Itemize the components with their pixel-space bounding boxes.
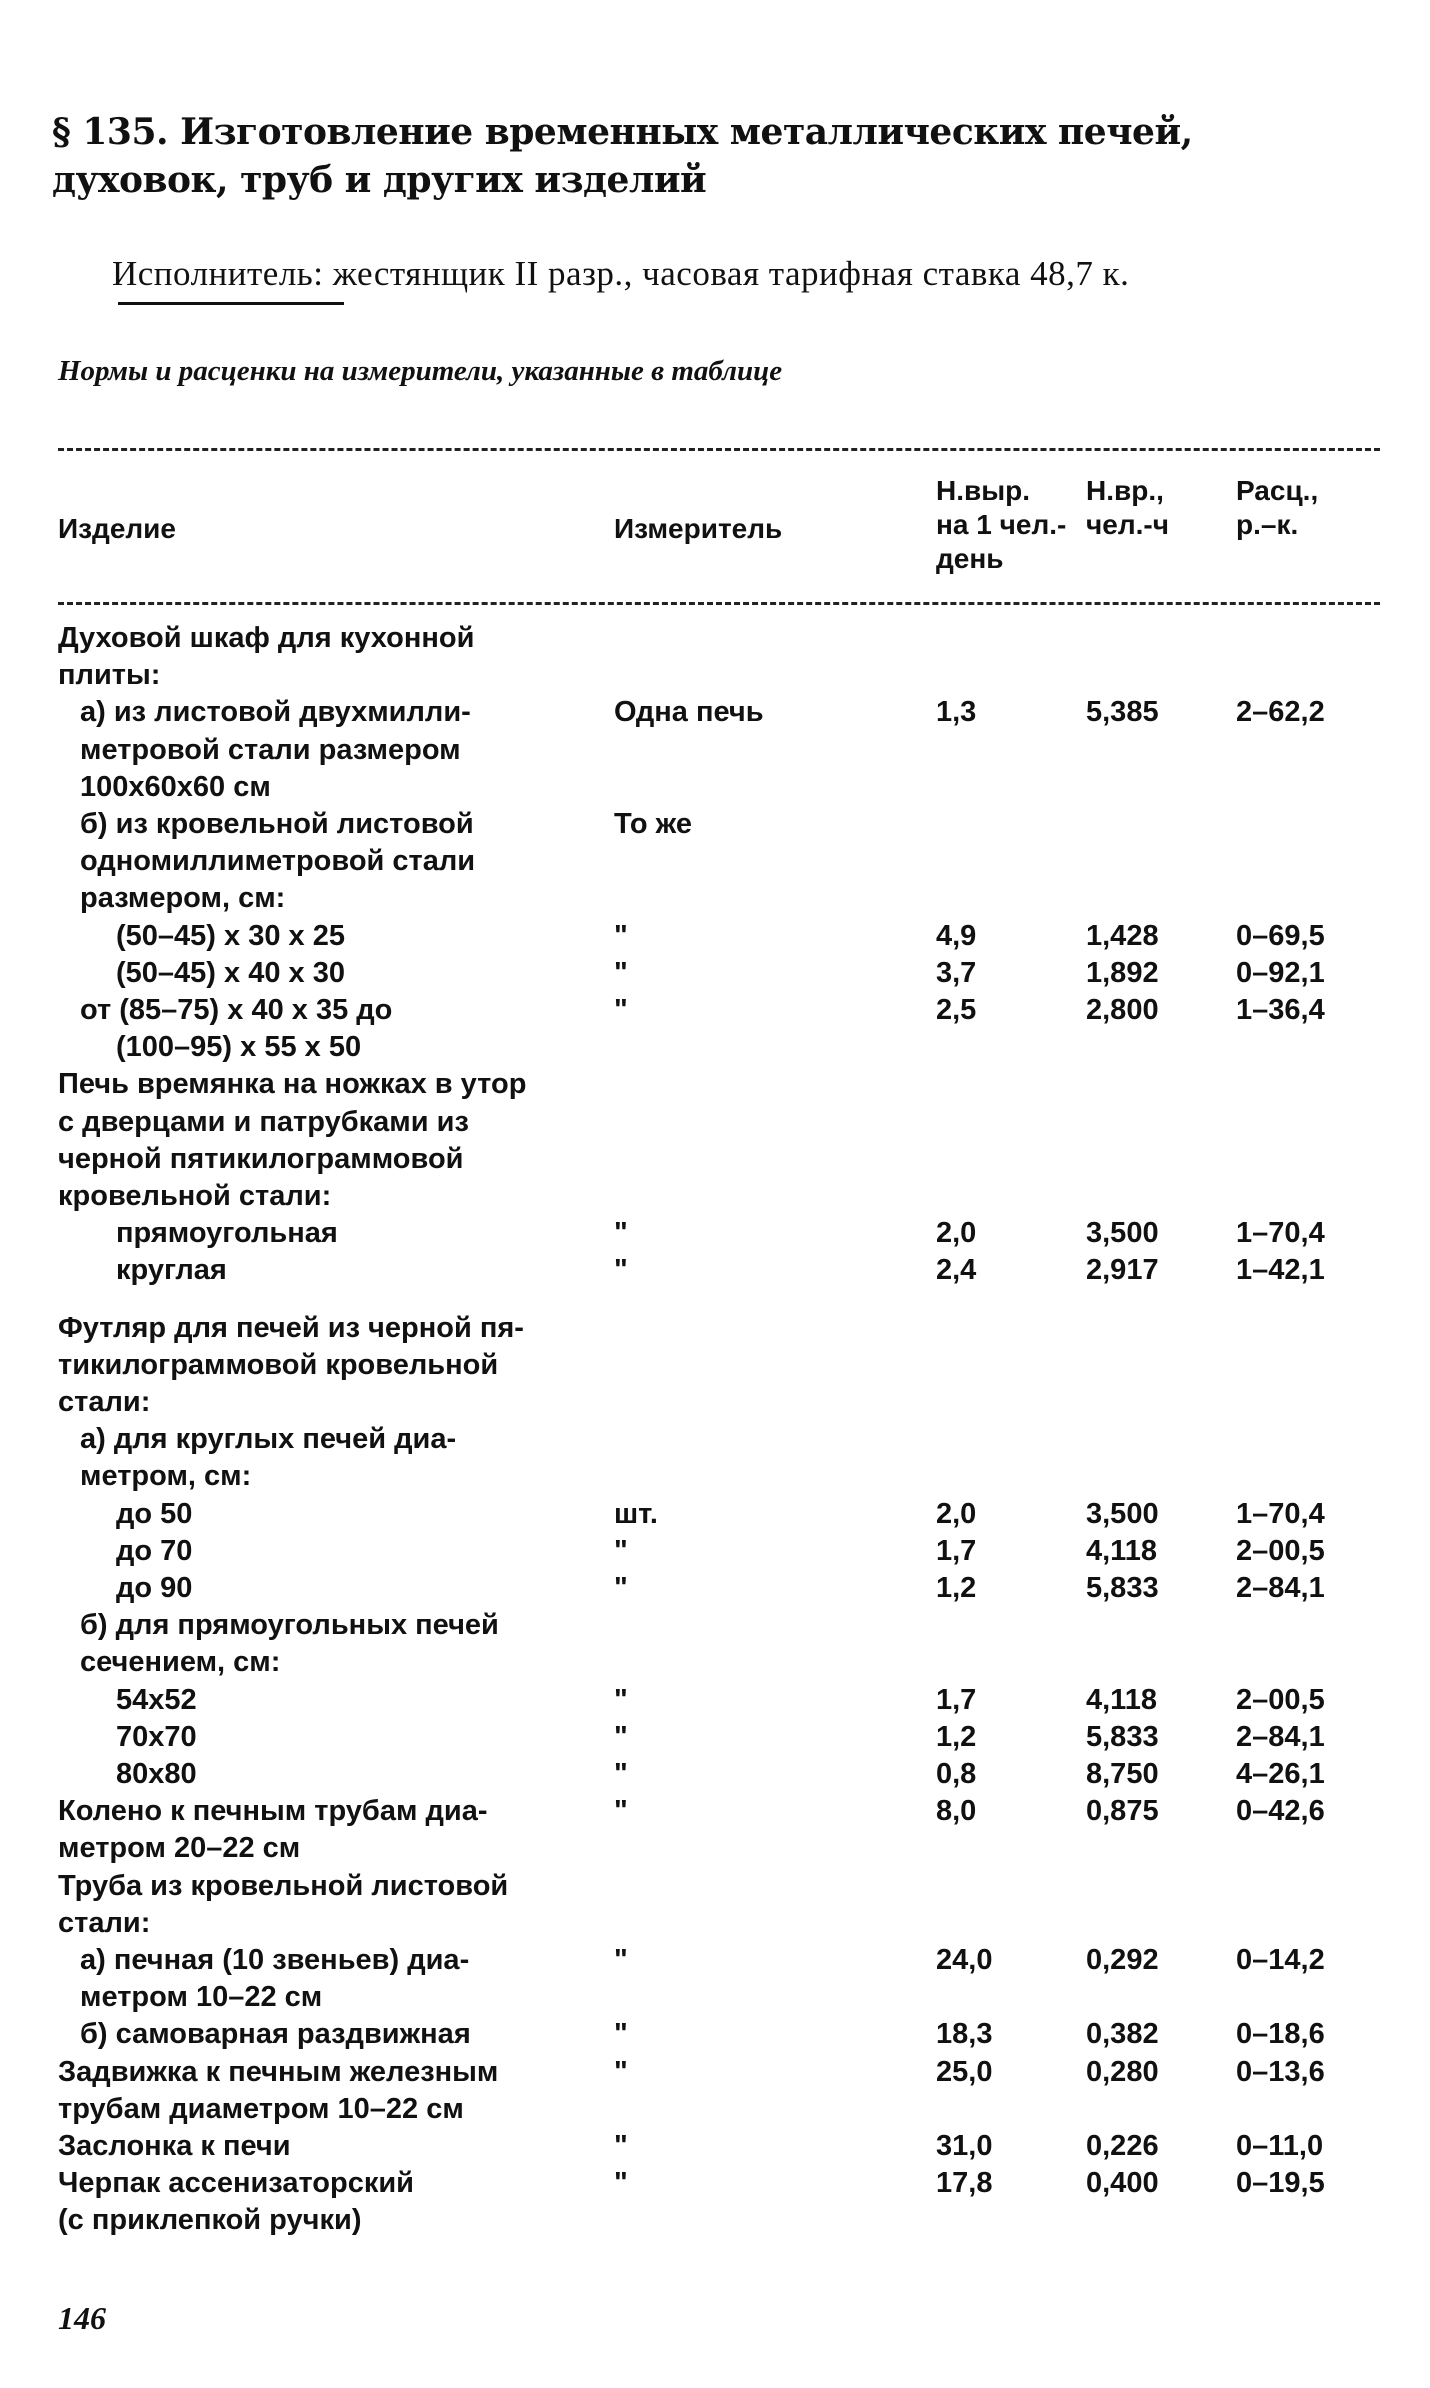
- row-item: плиты:: [58, 659, 161, 691]
- row-unit: ": [614, 1795, 628, 1827]
- row-item: Заслонка к печи: [58, 2130, 291, 2162]
- row-unit: ": [614, 1217, 628, 1249]
- table-row: [0, 880, 1430, 917]
- row-item: стали:: [58, 1907, 151, 1939]
- table-row: [0, 2054, 1430, 2091]
- table-row: [0, 1215, 1430, 1252]
- table-row: [0, 1458, 1430, 1495]
- table-header-rule: [58, 602, 1380, 605]
- header-price: [1236, 474, 1318, 542]
- table-top-rule: [58, 448, 1380, 451]
- row-price: 1–36,4: [1236, 994, 1325, 1026]
- row-unit: ": [614, 1944, 628, 1976]
- row-time: 0,292: [1086, 1944, 1159, 1976]
- row-norm: 4,9: [936, 920, 977, 952]
- executor-line: [112, 252, 1392, 296]
- row-item: до 50: [116, 1498, 193, 1530]
- table-row: [0, 657, 1430, 694]
- row-time: 3,500: [1086, 1498, 1159, 1530]
- table-row: [0, 918, 1430, 955]
- row-item: прямоугольная: [116, 1217, 338, 1249]
- row-unit: ": [614, 2167, 628, 2199]
- row-time: 2,800: [1086, 994, 1159, 1026]
- row-item: трубам диаметром 10–22 см: [58, 2093, 464, 2125]
- row-item: кровельной стали:: [58, 1180, 332, 1212]
- executor-text: Исполнитель: жестянщик II разр., часовая тарифная ставка 48,7 к.: [112, 254, 1130, 293]
- table-row: [0, 1310, 1430, 1347]
- row-time: 2,917: [1086, 1254, 1159, 1286]
- row-item: 54х52: [116, 1684, 197, 1716]
- row-time: 0,875: [1086, 1795, 1159, 1827]
- row-price: 0–19,5: [1236, 2167, 1325, 2199]
- table-row: [0, 620, 1430, 657]
- row-item: а) из листовой двухмилли-: [80, 696, 471, 728]
- row-unit: ": [614, 2130, 628, 2162]
- table-row: [0, 1756, 1430, 1793]
- row-item: до 70: [116, 1535, 193, 1567]
- row-item: 70х70: [116, 1721, 197, 1753]
- row-time: 4,118: [1086, 1684, 1157, 1716]
- row-unit: ": [614, 1572, 628, 1604]
- row-item: до 90: [116, 1572, 193, 1604]
- row-item: стали:: [58, 1386, 151, 1418]
- row-price: 2–84,1: [1236, 1572, 1325, 1604]
- table-row: [0, 1719, 1430, 1756]
- row-price: 0–69,5: [1236, 920, 1325, 952]
- table-row: [0, 1979, 1430, 2016]
- row-price: 2–00,5: [1236, 1684, 1325, 1716]
- table-row: [0, 955, 1430, 992]
- row-norm: 1,7: [936, 1535, 977, 1567]
- table-row: [0, 769, 1430, 806]
- row-item: (50–45) х 30 х 25: [116, 920, 345, 952]
- row-price: 0–92,1: [1236, 957, 1325, 989]
- title-line-1: § 135. Изготовление временных металлических печей,: [52, 111, 1193, 153]
- row-time: 0,280: [1086, 2056, 1159, 2088]
- table-row: [0, 843, 1430, 880]
- row-item: 80х80: [116, 1758, 197, 1790]
- row-price: 4–26,1: [1236, 1758, 1325, 1790]
- row-time: 0,400: [1086, 2167, 1159, 2199]
- row-item: метром 20–22 см: [58, 1832, 301, 1864]
- row-norm: 2,0: [936, 1498, 977, 1530]
- row-item: метром, см:: [80, 1460, 252, 1492]
- row-norm: 24,0: [936, 1944, 993, 1976]
- row-time: 5,833: [1086, 1572, 1159, 1604]
- row-item: (100–95) х 55 х 50: [116, 1031, 362, 1063]
- row-norm: 0,8: [936, 1758, 977, 1790]
- row-item: б) самоварная раздвижная: [80, 2018, 471, 2050]
- row-norm: 8,0: [936, 1795, 977, 1827]
- row-norm: 2,5: [936, 994, 977, 1026]
- table-row: [0, 806, 1430, 843]
- row-price: 0–13,6: [1236, 2056, 1325, 2088]
- row-unit: ": [614, 957, 628, 989]
- row-item: Футляр для печей из черной пя-: [58, 1312, 524, 1344]
- row-item: метром 10–22 см: [80, 1981, 323, 2013]
- row-price: 0–11,0: [1236, 2130, 1324, 2162]
- row-time: 5,385: [1086, 696, 1159, 728]
- row-item: тикилограммовой кровельной: [58, 1349, 499, 1381]
- row-item: (50–45) х 40 х 30: [116, 957, 345, 989]
- row-norm: 18,3: [936, 2018, 993, 2050]
- row-unit: ": [614, 1758, 628, 1790]
- row-item: Труба из кровельной листовой: [58, 1870, 509, 1902]
- row-item: а) для круглых печей диа-: [80, 1423, 457, 1455]
- table-row: [0, 1347, 1430, 1384]
- row-norm: 1,3: [936, 696, 977, 728]
- row-price: 0–18,6: [1236, 2018, 1325, 2050]
- row-item: Черпак ассенизаторский: [58, 2167, 415, 2199]
- row-item: б) из кровельной листовой: [80, 808, 474, 840]
- row-item: Задвижка к печным железным: [58, 2056, 499, 2088]
- header-norm-line-1: Н.выр.: [936, 475, 1031, 506]
- row-norm: 1,7: [936, 1684, 977, 1716]
- table-row: [0, 1029, 1430, 1066]
- header-time-line-1: Н.вр.,: [1086, 475, 1164, 506]
- header-price-line-2: р.–к.: [1236, 509, 1299, 540]
- row-price: 1–70,4: [1236, 1217, 1325, 1249]
- row-item: одномиллиметровой стали: [80, 845, 476, 877]
- row-item: метровой стали размером: [80, 734, 461, 766]
- table-row: [0, 1533, 1430, 1570]
- header-price-line-1: Расц.,: [1236, 475, 1319, 506]
- row-item: а) печная (10 звеньев) диа-: [80, 1944, 470, 1976]
- table-row: [0, 1570, 1430, 1607]
- table-row: [0, 2091, 1430, 2128]
- table-row: [0, 1252, 1430, 1289]
- header-time-line-2: чел.-ч: [1086, 509, 1169, 540]
- table-row: [0, 1905, 1430, 1942]
- header-time: [1086, 474, 1169, 542]
- row-item: Печь времянка на ножках в утор: [58, 1068, 527, 1100]
- row-unit: ": [614, 994, 628, 1026]
- row-unit: ": [614, 2018, 628, 2050]
- page-number: 146: [58, 2300, 106, 2336]
- row-unit: То же: [614, 808, 692, 840]
- row-unit: шт.: [614, 1498, 658, 1530]
- row-norm: 2,4: [936, 1254, 977, 1286]
- table-row: [0, 1868, 1430, 1905]
- table-row: [0, 1496, 1430, 1533]
- row-item: Духовой шкаф для кухонной: [58, 622, 475, 654]
- header-norm-line-2: на 1 чел.-: [936, 509, 1067, 540]
- row-item: размером, см:: [80, 882, 286, 914]
- table-row: [0, 1644, 1430, 1681]
- table-subtitle: Нормы и расценки на измерители, указанные в таблице: [58, 355, 783, 387]
- row-unit: ": [614, 920, 628, 952]
- row-price: 2–00,5: [1236, 1535, 1325, 1567]
- table-row: [0, 1607, 1430, 1644]
- table-row: [0, 1066, 1430, 1103]
- executor-underline: [118, 302, 344, 305]
- row-time: 5,833: [1086, 1721, 1159, 1753]
- table-row: [0, 2128, 1430, 2165]
- row-item: круглая: [116, 1254, 227, 1286]
- row-norm: 1,2: [936, 1572, 977, 1604]
- table-row: [0, 1178, 1430, 1215]
- row-unit: ": [614, 2056, 628, 2088]
- row-norm: 2,0: [936, 1217, 977, 1249]
- row-time: 0,226: [1086, 2130, 1159, 2162]
- table-row: [0, 992, 1430, 1029]
- row-unit: Одна печь: [614, 696, 764, 728]
- row-item: 100х60х60 см: [80, 771, 271, 803]
- row-unit: ": [614, 1254, 628, 1286]
- header-norm-line-3: день: [936, 543, 1004, 574]
- row-norm: 17,8: [936, 2167, 993, 2199]
- table-row: [0, 1104, 1430, 1141]
- row-item: сечением, см:: [80, 1646, 281, 1678]
- header-item: Изделие: [58, 513, 176, 544]
- title-line-2: духовок, труб и других изделий: [52, 159, 707, 201]
- row-unit: ": [614, 1684, 628, 1716]
- row-time: 8,750: [1086, 1758, 1159, 1790]
- table-row: [0, 732, 1430, 769]
- row-time: 4,118: [1086, 1535, 1157, 1567]
- header-norm: [936, 474, 1066, 576]
- table-row: [0, 2165, 1430, 2202]
- table-row: [0, 1421, 1430, 1458]
- row-item: от (85–75) х 40 х 35 до: [80, 994, 393, 1026]
- row-price: 0–14,2: [1236, 1944, 1325, 1976]
- row-item: черной пятикилограммовой: [58, 1143, 464, 1175]
- row-time: 0,382: [1086, 2018, 1159, 2050]
- row-unit: ": [614, 1721, 628, 1753]
- table-row: [0, 2202, 1430, 2239]
- row-item: Колено к печным трубам диа-: [58, 1795, 488, 1827]
- row-time: 3,500: [1086, 1217, 1159, 1249]
- row-norm: 3,7: [936, 957, 977, 989]
- row-unit: ": [614, 1535, 628, 1567]
- row-item: (с приклепкой ручки): [58, 2204, 362, 2236]
- row-norm: 25,0: [936, 2056, 993, 2088]
- table-row: [0, 2016, 1430, 2053]
- row-price: 1–42,1: [1236, 1254, 1325, 1286]
- row-price: 1–70,4: [1236, 1498, 1325, 1530]
- table-row: [0, 1942, 1430, 1979]
- row-price: 2–84,1: [1236, 1721, 1325, 1753]
- table-row: [0, 694, 1430, 731]
- row-norm: 31,0: [936, 2130, 993, 2162]
- row-price: 0–42,6: [1236, 1795, 1325, 1827]
- table-row: [0, 1384, 1430, 1421]
- row-norm: 1,2: [936, 1721, 977, 1753]
- section-title: [52, 108, 1352, 204]
- row-item: с дверцами и патрубками из: [58, 1106, 469, 1138]
- table-row: [0, 1830, 1430, 1867]
- header-unit: Измеритель: [614, 513, 783, 544]
- table-row: [0, 1682, 1430, 1719]
- table-row: [0, 1141, 1430, 1178]
- row-time: 1,428: [1086, 920, 1159, 952]
- row-item: б) для прямоугольных печей: [80, 1609, 499, 1641]
- table-row: [0, 1793, 1430, 1830]
- row-time: 1,892: [1086, 957, 1159, 989]
- row-price: 2–62,2: [1236, 696, 1325, 728]
